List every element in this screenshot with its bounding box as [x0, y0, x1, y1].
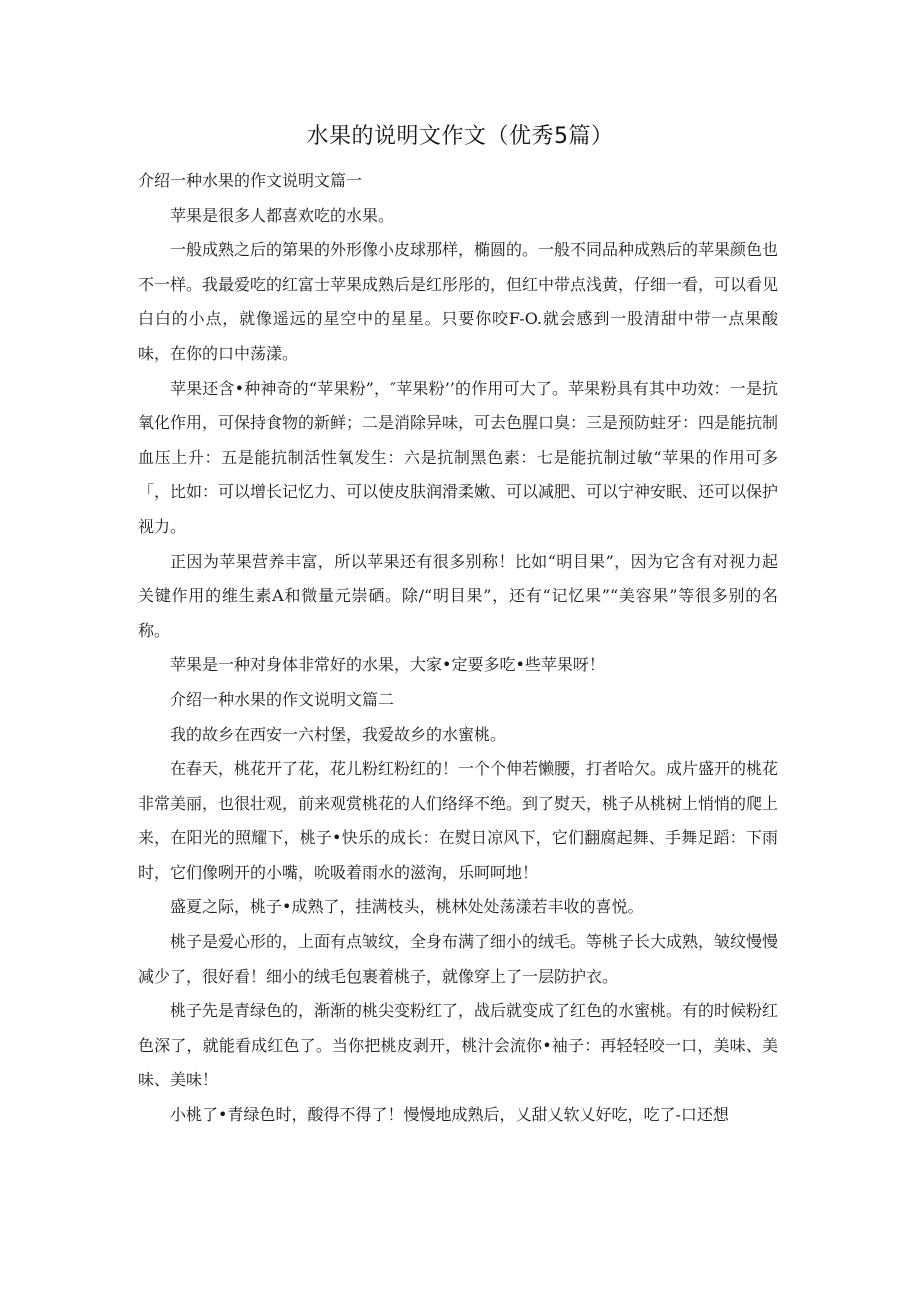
section-heading-2: 介绍一种水果的作文说明文篇二 — [170, 689, 395, 709]
paragraph: 苹果是一种对身体非常好的水果，大家•定要多吃•些苹果呀！ — [170, 655, 605, 675]
document-title: 水果的说明文作文（优秀5篇） — [306, 124, 614, 149]
paragraph: 正因为苹果营养丰富，所以苹果还有很多别称！比如“明目果”，因为它含有对视力起关键作用的维生素A和微量元崇硒。除/“明目果”，还有“记忆果”“美容果”等很多别的名称。 — [138, 551, 778, 640]
paragraph: 苹果还含•种神奇的“苹果粉”，″苹果粉’’的作用可大了。苹果粉具有其中功效：一是抗氧化作用，可保持食物的新鲜；二是消除异味，可去色腥口臭：三是预防蛀牙：四是能抗制血压上升：五是能抗制活性氧发生：六是抗制黑色素：七是能抗制过敏“苹果的作用可多「，比如：可以增长记忆力、可以使皮肤润滑柔嫩、可以减肥、可以宁神安眠、还可以保护视力。 — [138, 378, 779, 536]
paragraph: 桃子先是青绿色的，渐渐的桃尖变粉红了，战后就变成了红色的水蜜桃。有的时候粉红色深了，就能看成红色了。当你把桃皮剥开，桃汁会流你•袖子：再轻轻咬一口，美味、美味、美味！ — [138, 1001, 779, 1090]
paragraph: 苹果是很多人都喜欢吃的水果。 — [170, 205, 395, 225]
section-heading-1: 介绍一种水果的作文说明文篇一 — [138, 171, 363, 190]
paragraph: 小桃了•青绿色时，酸得不得了！慢慢地成熟后，乂甜乂软乂好吃，吃了-口还想 — [170, 1105, 729, 1125]
paragraph: 我的故乡在西安一六村堡，我爱故乡的水蜜桃。 — [170, 724, 507, 744]
paragraph: 在春天，桃花开了花，花儿粉红粉红的！一个个伸若懒腰，打者哈欠。成片盛开的桃花非常美丽，也很壮观，前来观赏桃花的人们络绎不绝。到了熨天，桃子从桃树上悄悄的爬上来，在阳光的照耀下，桃子•快乐的成长：在熨日凉风下，它们翻腐起舞、手舞足蹈：下雨时，它们像咧开的小嘴，吮吸着雨水的滋洵，乐呵呵地！ — [138, 759, 779, 882]
paragraph: 一般成熟之后的第果的外形像小皮球那样，椭圆的。一般不同品种成熟后的苹果颜色也不一样。我最爱吃的红富士苹果成熟后是红彤彤的，但红中带点浅黄，仔细一看，可以看见白白的小点，就像遥远的星空中的星星。只要你咬F-O.就会感到一股清甜中带一点果酸味，在你的口中荡漾。 — [138, 240, 779, 363]
paragraph: 盛夏之际，桃子•成熟了，挂满枝头，桃林处处荡漾若丰收的喜悦。 — [170, 897, 644, 917]
paragraph: 桃子是爱心形的，上面有点皱纹，全身布满了细小的绒毛。等桃子长大成熟，皱纹慢慢减少了，很好看！细小的绒毛包裹着桃子，就像穿上了一层防护衣。 — [138, 932, 779, 986]
document-body — [138, 164, 778, 1133]
